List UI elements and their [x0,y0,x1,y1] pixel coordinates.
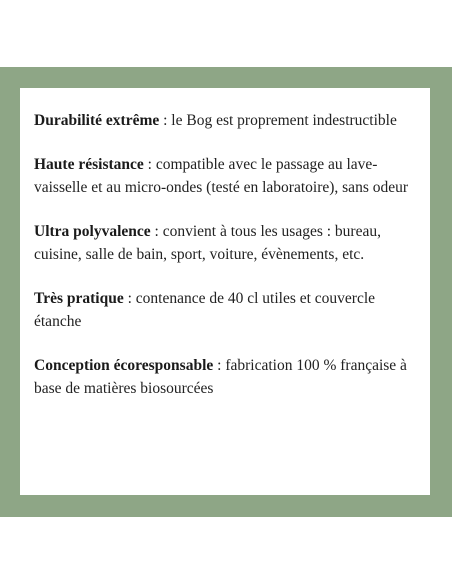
feature-title: Très pratique [34,290,124,307]
feature-versatility [34,220,420,266]
feature-eco-design [34,354,420,400]
feature-title: Conception écoresponsable [34,357,214,374]
feature-text: : contenance de 40 cl utiles et couvercle étanche [34,290,376,330]
feature-text: : convient à tous les usages : bureau, cuisine, salle de bain, sport, voiture, évènements, etc. [34,223,381,263]
feature-title: Haute résistance [34,156,144,173]
feature-text: : le Bog est proprement indestructible [159,112,397,129]
feature-text: : compatible avec le passage au lave-vaisselle et au micro-ondes (testé en laboratoire), sans odeur [34,156,409,196]
feature-title: Ultra polyvalence [34,223,151,240]
feature-resistance [34,153,420,199]
feature-durability [34,109,420,132]
feature-text: : fabrication 100 % française à base de matières biosourcées [34,357,407,397]
feature-practicality [34,287,420,333]
features-card [20,88,430,495]
feature-title: Durabilité extrême [34,112,160,129]
